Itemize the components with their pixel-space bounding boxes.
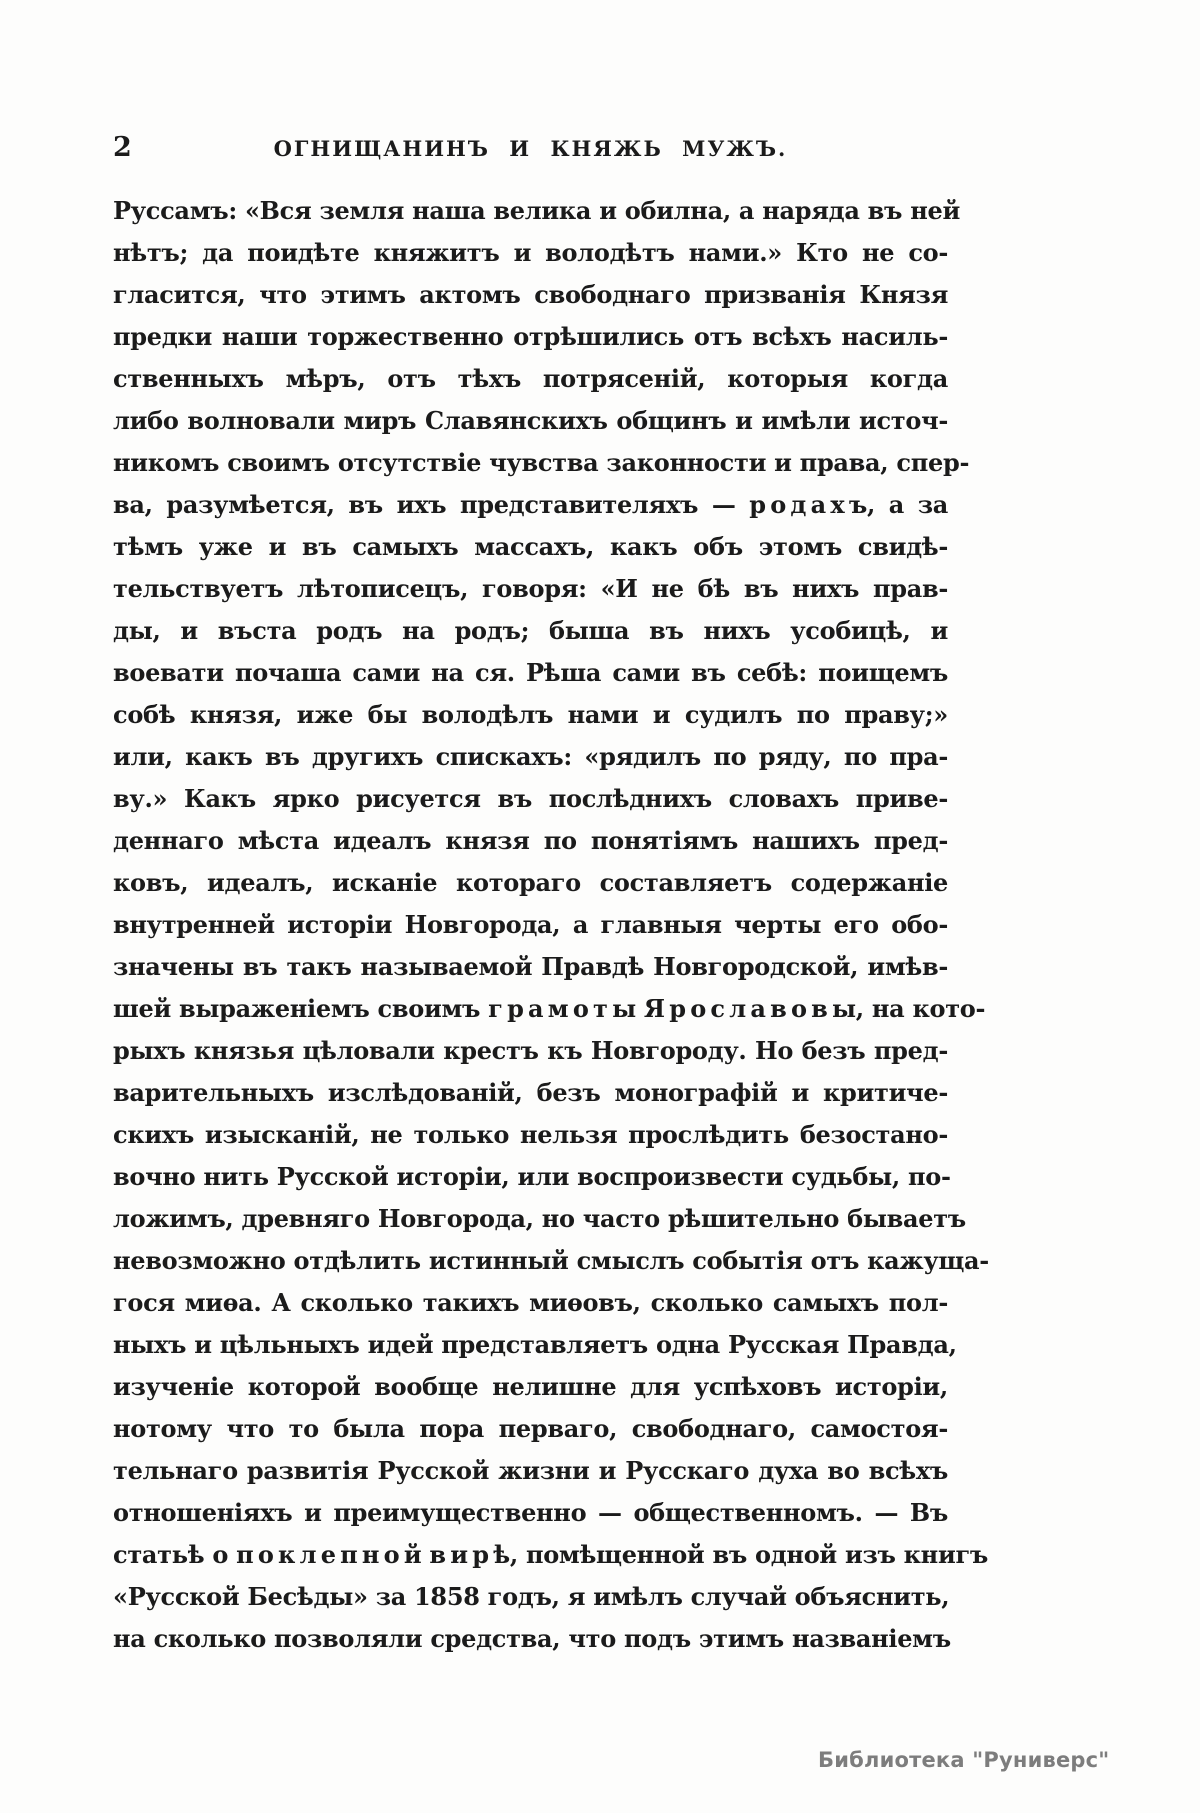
text-line: либо волновали миръ Славянскихъ общинъ и имѣли источ-: [113, 406, 948, 435]
text-line: тельнаго развитія Русской жизни и Русскаго духа во всѣхъ: [113, 1456, 948, 1485]
text-line: или, какъ въ другихъ спискахъ: «рядилъ по ряду, по пра-: [113, 742, 948, 771]
text-line: на сколько позволяли средства, что подъ этимъ названіемъ: [113, 1624, 951, 1653]
body-text: [113, 190, 989, 1660]
text-line: изученіе которой вообще нелишне для успѣховъ исторіи,: [113, 1372, 948, 1401]
text-line: деннаго мѣста идеалъ князя по понятіямъ нашихъ пред-: [113, 826, 948, 855]
text-line: скихъ изысканій, не только нельзя прослѣдить безостано-: [113, 1120, 948, 1149]
text-line: тѣмъ уже и въ самыхъ массахъ, какъ объ этомъ свидѣ-: [113, 532, 948, 561]
text-line: гласится, что этимъ актомъ свободнаго призванія Князя: [113, 280, 948, 309]
watermark: Библиотека "Руниверс": [818, 1748, 1110, 1772]
text-line: ды, и въста родъ на родъ; быша въ нихъ усобицѣ, и: [113, 616, 948, 645]
text-line: предки наши торжественно отрѣшились отъ всѣхъ насиль-: [113, 322, 948, 351]
text-line: тельствуетъ лѣтописецъ, говоря: «И не бѣ въ нихъ прав-: [113, 574, 948, 603]
text-line: внутренней исторіи Новгорода, а главныя черты его обо-: [113, 910, 948, 939]
text-line: нотому что то была пора перваго, свободнаго, самостоя-: [113, 1414, 948, 1443]
text-line: гося миѳа. А сколько такихъ миѳовъ, сколько самыхъ пол-: [113, 1288, 948, 1317]
text-line: рыхъ князья цѣловали крестъ къ Новгороду. Но безъ пред-: [113, 1036, 948, 1065]
text-line: ложимъ, древняго Новгорода, но часто рѣшительно бываетъ: [113, 1204, 966, 1233]
text-line: «Русской Бесѣды» за 1858 годъ, я имѣлъ случай объяснить,: [113, 1582, 950, 1611]
page-number: 2: [113, 132, 132, 163]
text-line: нѣтъ; да поидѣте княжитъ и володѣтъ нами.» Кто не со-: [113, 238, 948, 267]
text-line: ковъ, идеалъ, исканіе котораго составляетъ содержаніе: [113, 868, 948, 897]
text-line: собѣ князя, иже бы володѣлъ нами и судилъ по праву;»: [113, 700, 948, 729]
running-title: ОГНИЩАНИНЪ И КНЯЖЬ МУЖЪ.: [273, 136, 788, 161]
text-line: шей выраженіемъ своимъ г р а м о т ы Я р о с л а в о в ы, на кото-: [113, 994, 986, 1023]
text-line: невозможно отдѣлить истинный смыслъ событія отъ кажуща-: [113, 1246, 989, 1275]
text-line: варительныхъ изслѣдованій, безъ монографій и критиче-: [113, 1078, 948, 1107]
text-line: ва, разумѣется, въ ихъ представителяхъ — р о д а х ъ, а за: [113, 490, 948, 519]
page-header: [113, 130, 948, 170]
text-line: статьѣ о п о к л е п н о й в и р ѣ, помѣщенной въ одной изъ книгъ: [113, 1540, 988, 1569]
text-line: воевати почаша сами на ся. Рѣша сами въ себѣ: поищемъ: [113, 658, 948, 687]
text-line: отношеніяхъ и преимущественно — общественномъ. — Въ: [113, 1498, 948, 1527]
text-line: никомъ своимъ отсутствіе чувства законности и права, спер-: [113, 448, 970, 477]
text-line: вочно нить Русской исторіи, или воспроизвести судьбы, по-: [113, 1162, 951, 1191]
text-line: значены въ такъ называемой Правдѣ Новгородской, имѣв-: [113, 952, 948, 981]
text-line: ву.» Какъ ярко рисуется въ послѣднихъ словахъ приве-: [113, 784, 948, 813]
text-line: ныхъ и цѣльныхъ идей представляетъ одна Русская Правда,: [113, 1330, 957, 1359]
text-line: ственныхъ мѣръ, отъ тѣхъ потрясеній, которыя когда: [113, 364, 948, 393]
text-line: Руссамъ: «Вся земля наша велика и обилна, а наряда въ ней: [113, 196, 960, 225]
